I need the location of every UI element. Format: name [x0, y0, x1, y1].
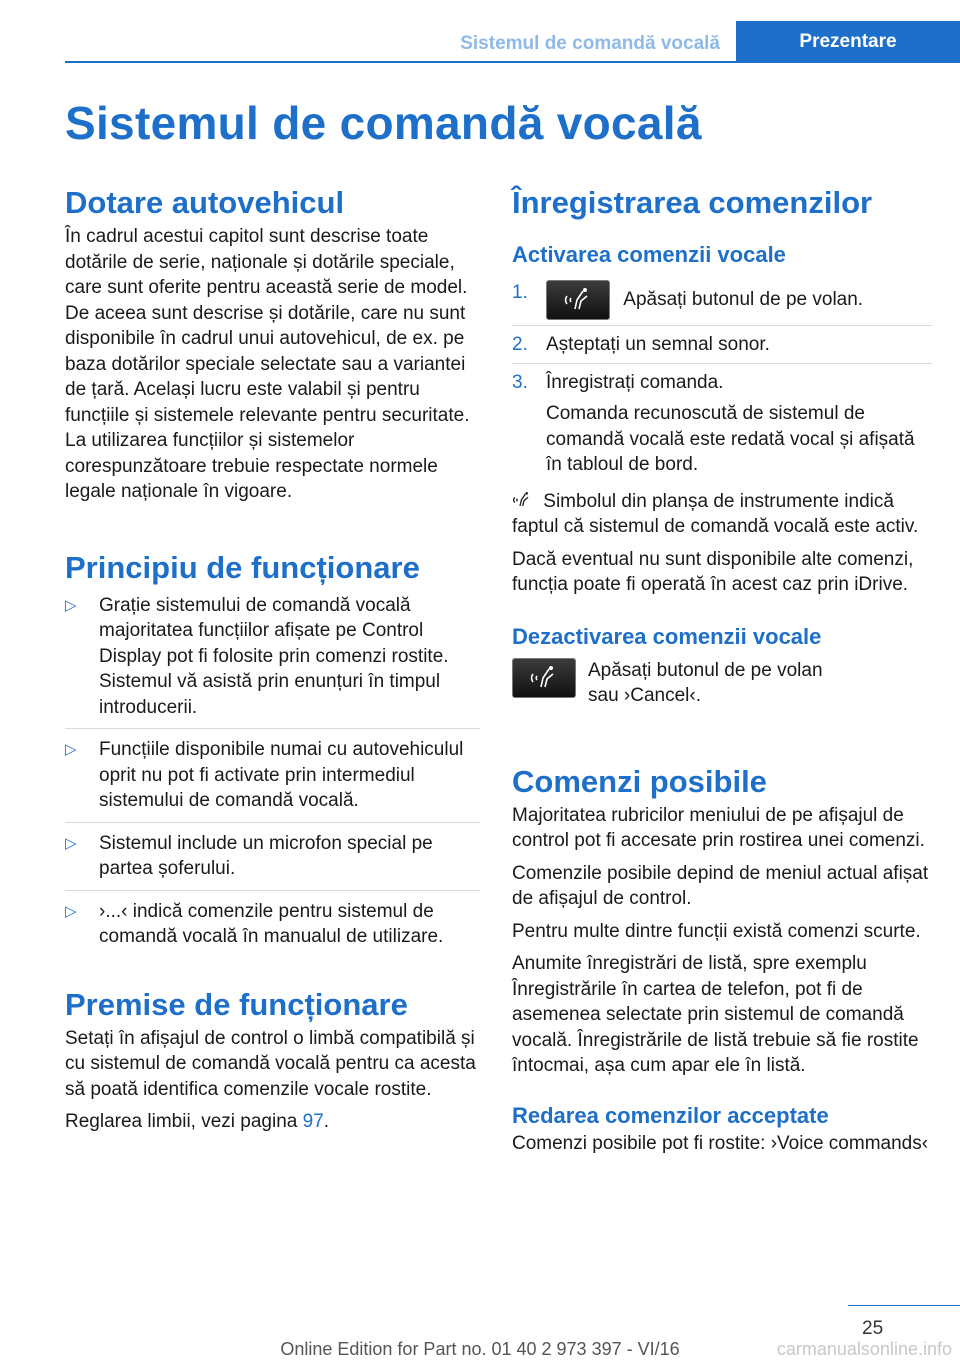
edition-footer: Online Edition for Part no. 01 40 2 973 397 - VI/16: [280, 1339, 680, 1359]
heading-activarea: Activarea comenzii vocale: [512, 242, 786, 267]
triangle-bullet-icon: ▷: [65, 902, 77, 920]
heading-premise: Premise de funcționare: [65, 986, 408, 1022]
heading-dotare-autovehicul: Dotare autovehicul: [65, 185, 345, 220]
heading-inregistrarea: Înregistrarea comenzilor: [512, 185, 873, 220]
page-link-97[interactable]: 97: [302, 1111, 324, 1132]
triangle-bullet-icon: ▷: [65, 741, 77, 758]
triangle-bullet-icon: ▷: [65, 834, 77, 852]
header-tab-prezentare[interactable]: Prezentare: [736, 21, 960, 63]
list-item: 2. Așteptați un semnal sonor.: [512, 332, 932, 364]
comenzi-p2: Comenzile posibile depind de meniul actual afișat de afișajul de control.: [512, 862, 929, 909]
symbol-text: Simbolul din planșa de instrumente indică faptul că sistemul de comandă vocală este activ.: [512, 490, 919, 537]
triangle-bullet-icon: ▷: [65, 596, 77, 614]
right-column: [512, 182, 932, 1156]
redare-text: Comenzi posibile pot fi rostite: ›Voice commands‹: [512, 1132, 929, 1154]
list-item: ▷ Grație sistemului de comandă vocală majoritatea funcțiilor afișate pe Control Display pot fi folosite prin comenzi rostite. Sistemul vă asistă prin enunțuri în timpul introducerii.: [65, 593, 480, 730]
header-rule: [65, 61, 960, 63]
page-title: Sistemul de comandă vocală: [65, 97, 702, 149]
deactivation-block: [512, 658, 932, 709]
heading-redarea: Redarea comenzilor acceptate: [512, 1102, 829, 1128]
comenzi-p4: Anumite înregistrări de listă, spre exemplu Înregistrările în cartea de telefon, pot fi de asemenea selectate prin sistemul de comandă vocală. Înregistrările de listă trebuie să fie rostite întocmai, așa cum apar ele în listă.: [512, 953, 919, 1076]
dezactiv-text: Apăsați butonul de pe volan sau ›Cancel‹.: [588, 659, 823, 706]
daca-text: Dacă eventual nu sunt disponibile alte comenzi, funcția poate fi operată în acest caz prin iDrive.: [512, 548, 914, 595]
left-column: [65, 182, 480, 1135]
voice-command-icon: [529, 665, 559, 691]
dotare-text: În cadrul acestui capitol sunt descrise toate dotările de serie, naționale și dotările speciale, care sunt oferite pentru această serie de model. De aceea sunt descrise și dotările, care nu sunt disponibile în cadrul unui autovehicul, de ex. pe baza dotărilor speciale selectate sau a variantei de țară. Același lucru este valabil și pentru funcțiile și sistemele relevante pentru securitate. La utilizarea funcțiilor și sistemelor corespunzătoare trebuie respectate normele legale naționale în vigoare.: [65, 226, 470, 502]
list-item: ▷ Sistemul include un microfon special pe partea șoferului.: [65, 831, 480, 891]
page-number: 25: [862, 1318, 884, 1339]
voice-button-image: [512, 658, 576, 698]
footer-rule: [848, 1305, 960, 1306]
header-section-title: Sistemul de comandă vocală: [460, 33, 720, 54]
principiu-bullet-list: [65, 593, 480, 958]
list-item: ▷ Funcțiile disponibile numai cu autovehiculul oprit nu pot fi activate prin intermediul sistemului de comandă vocală.: [65, 737, 480, 823]
voice-command-icon: [563, 287, 593, 313]
premise-text: Setați în afișajul de control o limbă compatibilă și cu sistemul de comandă vocală pentru ca acesta să poată identifica comenzile vocale rostite.: [65, 1027, 476, 1100]
list-item: 1. Apăsați butonul de pe volan.: [512, 280, 932, 326]
list-item: ▷ ›...‹ indică comenzile pentru sistemul de comandă vocală în manualul de utilizare.: [65, 900, 444, 947]
list-item: 3. Înregistrați comanda. Comanda recunoscută de sistemul de comandă vocală este redată vocal și afișată în tabloul de bord.: [512, 371, 915, 475]
heading-principiu: Principiu de funcționare: [65, 549, 420, 585]
voice-symbol-icon: [512, 491, 532, 509]
voice-button-image: [546, 280, 610, 320]
comenzi-p1: Majoritatea rubricilor meniului de pe afișajul de control pot fi accesate prin rostirea unei comenzi.: [512, 804, 925, 851]
watermark: carmanualsonline.info: [776, 1339, 952, 1359]
comenzi-p3: Pentru multe dintre funcții există comenzi scurte.: [512, 920, 921, 942]
activation-steps: [512, 280, 932, 483]
reglare-text: Reglarea limbii, vezi pagina 97.: [65, 1111, 330, 1132]
heading-dezactivarea: Dezactivarea comenzii vocale: [512, 623, 822, 649]
heading-comenzi-posibile: Comenzi posibile: [512, 763, 767, 799]
